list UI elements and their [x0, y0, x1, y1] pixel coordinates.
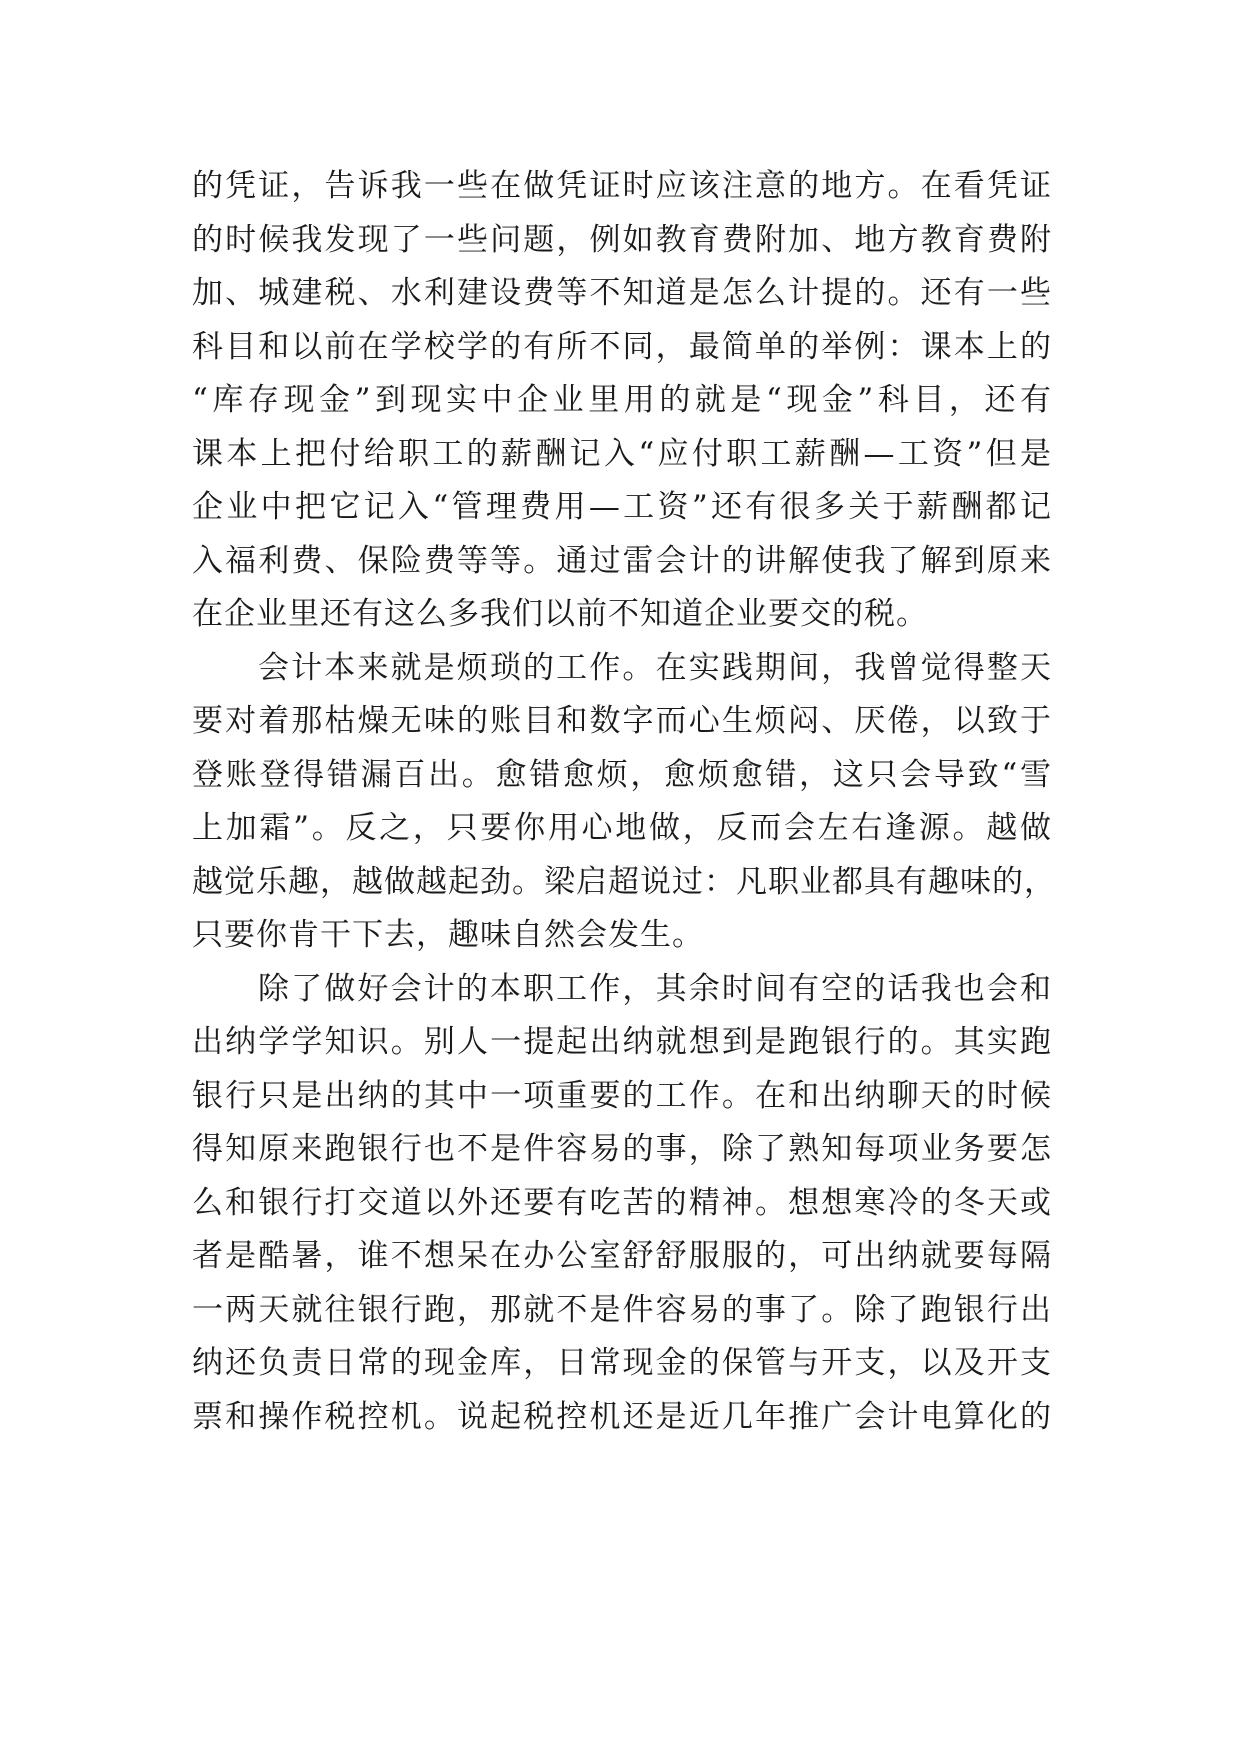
text-line: 者是酷暑，谁不想呆在办公室舒舒服服的，可出纳就要每隔 [192, 1238, 1052, 1274]
text-line: 出纳学学知识。别人一提起出纳就想到是跑银行的。其实跑 [192, 1024, 1052, 1060]
text-line: 的时候我发现了一些问题，例如教育费附加、地方教育费附 [192, 221, 1052, 258]
text-line: 一两天就往银行跑，那就不是件容易的事了。除了跑银行出 [192, 1291, 1052, 1328]
text-line: 课本上把付给职工的薪酬记入“应付职工薪酬—工资”但是 [192, 435, 1052, 472]
text-line: 上加霜”。反之，只要你用心地做，反而会左右逢源。越做 [192, 810, 1052, 846]
text-line: 科目和以前在学校学的有所不同，最简单的举例：课本上的 [192, 328, 1052, 365]
text-line: 只要你肯干下去，趣味自然会发生。 [192, 917, 704, 953]
text-line: 在企业里还有这么多我们以前不知道企业要交的税。 [192, 596, 928, 632]
text-line: 得知原来跑银行也不是件容易的事，除了熟知每项业务要怎 [192, 1131, 1052, 1167]
text-line: 除了做好会计的本职工作，其余时间有空的话我也会和 [258, 970, 1052, 1007]
text-line: 要对着那枯燥无味的账目和数字而心生烦闷、厌倦，以致于 [192, 703, 1052, 739]
text-line: 纳还负责日常的现金库，日常现金的保管与开支，以及开支 [192, 1345, 1052, 1381]
text-line: 票和操作税控机。说起税控机还是近几年推广会计电算化的 [192, 1398, 1052, 1435]
text-line: “库存现金”到现实中企业里用的就是“现金”科目，还有 [192, 382, 1052, 418]
text-line: 加、城建税、水利建设费等不知道是怎么计提的。还有一些 [192, 275, 1052, 311]
text-line: 会计本来就是烦琐的工作。在实践期间，我曾觉得整天 [258, 649, 1052, 686]
text-line: 登账登得错漏百出。愈错愈烦，愈烦愈错，这只会导致“雪 [192, 756, 1052, 793]
text-line: 企业中把它记入“管理费用—工资”还有很多关于薪酬都记 [192, 489, 1052, 525]
text-line: 么和银行打交道以外还要有吃苦的精神。想想寒冷的冬天或 [192, 1184, 1052, 1221]
text-line: 入福利费、保险费等等。通过雷会计的讲解使我了解到原来 [192, 542, 1052, 579]
body-text [192, 160, 1056, 1444]
text-line: 越觉乐趣，越做越起劲。梁启超说过：凡职业都具有趣味的， [192, 863, 1056, 900]
text-line: 银行只是出纳的其中一项重要的工作。在和出纳聊天的时候 [192, 1077, 1052, 1114]
text-line: 的凭证，告诉我一些在做凭证时应该注意的地方。在看凭证 [192, 168, 1052, 204]
